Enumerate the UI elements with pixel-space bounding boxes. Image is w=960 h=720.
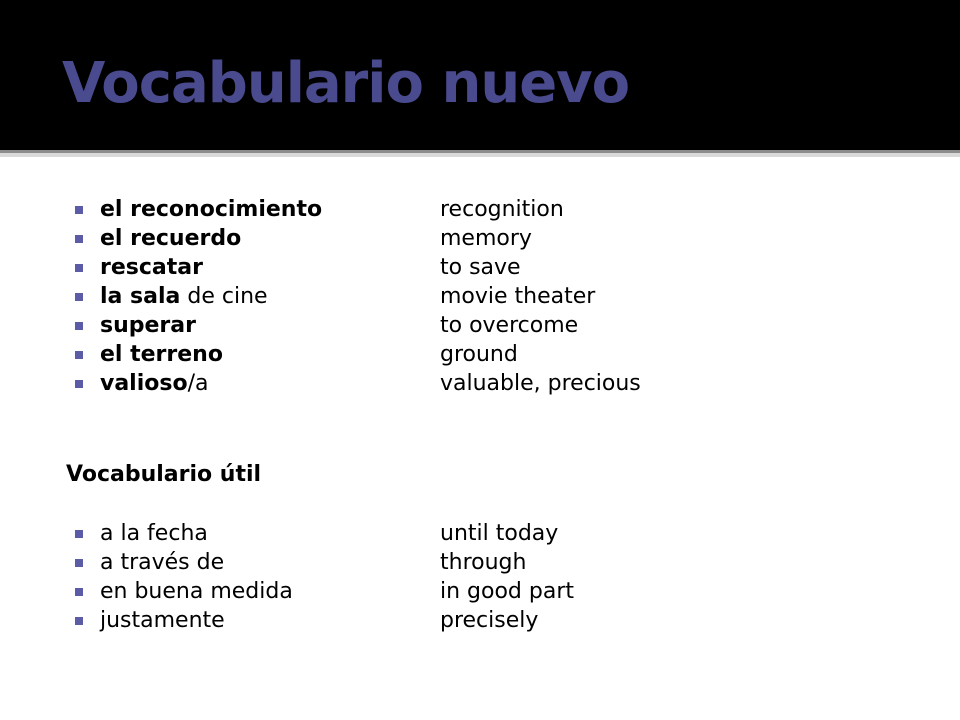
spanish-term [100, 282, 268, 311]
square-bullet-icon [75, 293, 83, 301]
spanish-term-bold: la sala [100, 284, 181, 309]
english-translation: ground [440, 342, 518, 367]
vocab-item [0, 224, 960, 253]
vocab-item [0, 311, 960, 340]
square-bullet-icon [75, 380, 83, 388]
square-bullet-icon [75, 617, 83, 625]
english-translation: recognition [440, 197, 564, 222]
spanish-term-bold: el recuerdo [100, 226, 242, 251]
english-translation: movie theater [440, 284, 596, 309]
spanish-term-bold: superar [100, 313, 196, 338]
english-translation: until today [440, 521, 559, 546]
spanish-term [100, 311, 196, 340]
vocab-item [0, 519, 960, 548]
spanish-term-bold: el reconocimiento [100, 197, 323, 222]
vocab-item [0, 577, 960, 606]
useful-vocabulary-list [0, 519, 960, 635]
vocab-item [0, 195, 960, 224]
spanish-term: en buena medida [100, 579, 293, 604]
spanish-term [100, 224, 241, 253]
square-bullet-icon [75, 264, 83, 272]
spanish-term: a la fecha [100, 521, 208, 546]
vocab-item [0, 548, 960, 577]
vocab-item [0, 369, 960, 398]
spanish-term: a través de [100, 550, 225, 575]
square-bullet-icon [75, 235, 83, 243]
new-vocabulary-list [0, 195, 960, 398]
english-translation: to overcome [440, 313, 579, 338]
vocab-item [0, 282, 960, 311]
english-translation: in good part [440, 579, 575, 604]
spanish-term [100, 340, 223, 369]
spanish-term-rest: de cine [180, 284, 268, 309]
square-bullet-icon [75, 588, 83, 596]
square-bullet-icon [75, 322, 83, 330]
vocab-item [0, 340, 960, 369]
spanish-term-bold: el terreno [100, 342, 223, 367]
spanish-term [100, 253, 203, 282]
english-translation: memory [440, 226, 532, 251]
english-translation: to save [440, 255, 521, 280]
spanish-term: justamente [100, 608, 225, 633]
spanish-term [100, 369, 209, 398]
spanish-term-bold: valioso [100, 371, 188, 396]
slide-title: Vocabulario nuevo [62, 51, 630, 116]
english-translation: precisely [440, 608, 539, 633]
english-translation: through [440, 550, 527, 575]
vocab-item [0, 253, 960, 282]
useful-vocabulary-heading: Vocabulario útil [66, 462, 262, 487]
square-bullet-icon [75, 351, 83, 359]
spanish-term [100, 195, 322, 224]
square-bullet-icon [75, 530, 83, 538]
spanish-term-bold: rescatar [100, 255, 203, 280]
spanish-term-rest: /a [187, 371, 209, 396]
square-bullet-icon [75, 559, 83, 567]
vocab-item [0, 606, 960, 635]
square-bullet-icon [75, 206, 83, 214]
english-translation: valuable, precious [440, 371, 641, 396]
